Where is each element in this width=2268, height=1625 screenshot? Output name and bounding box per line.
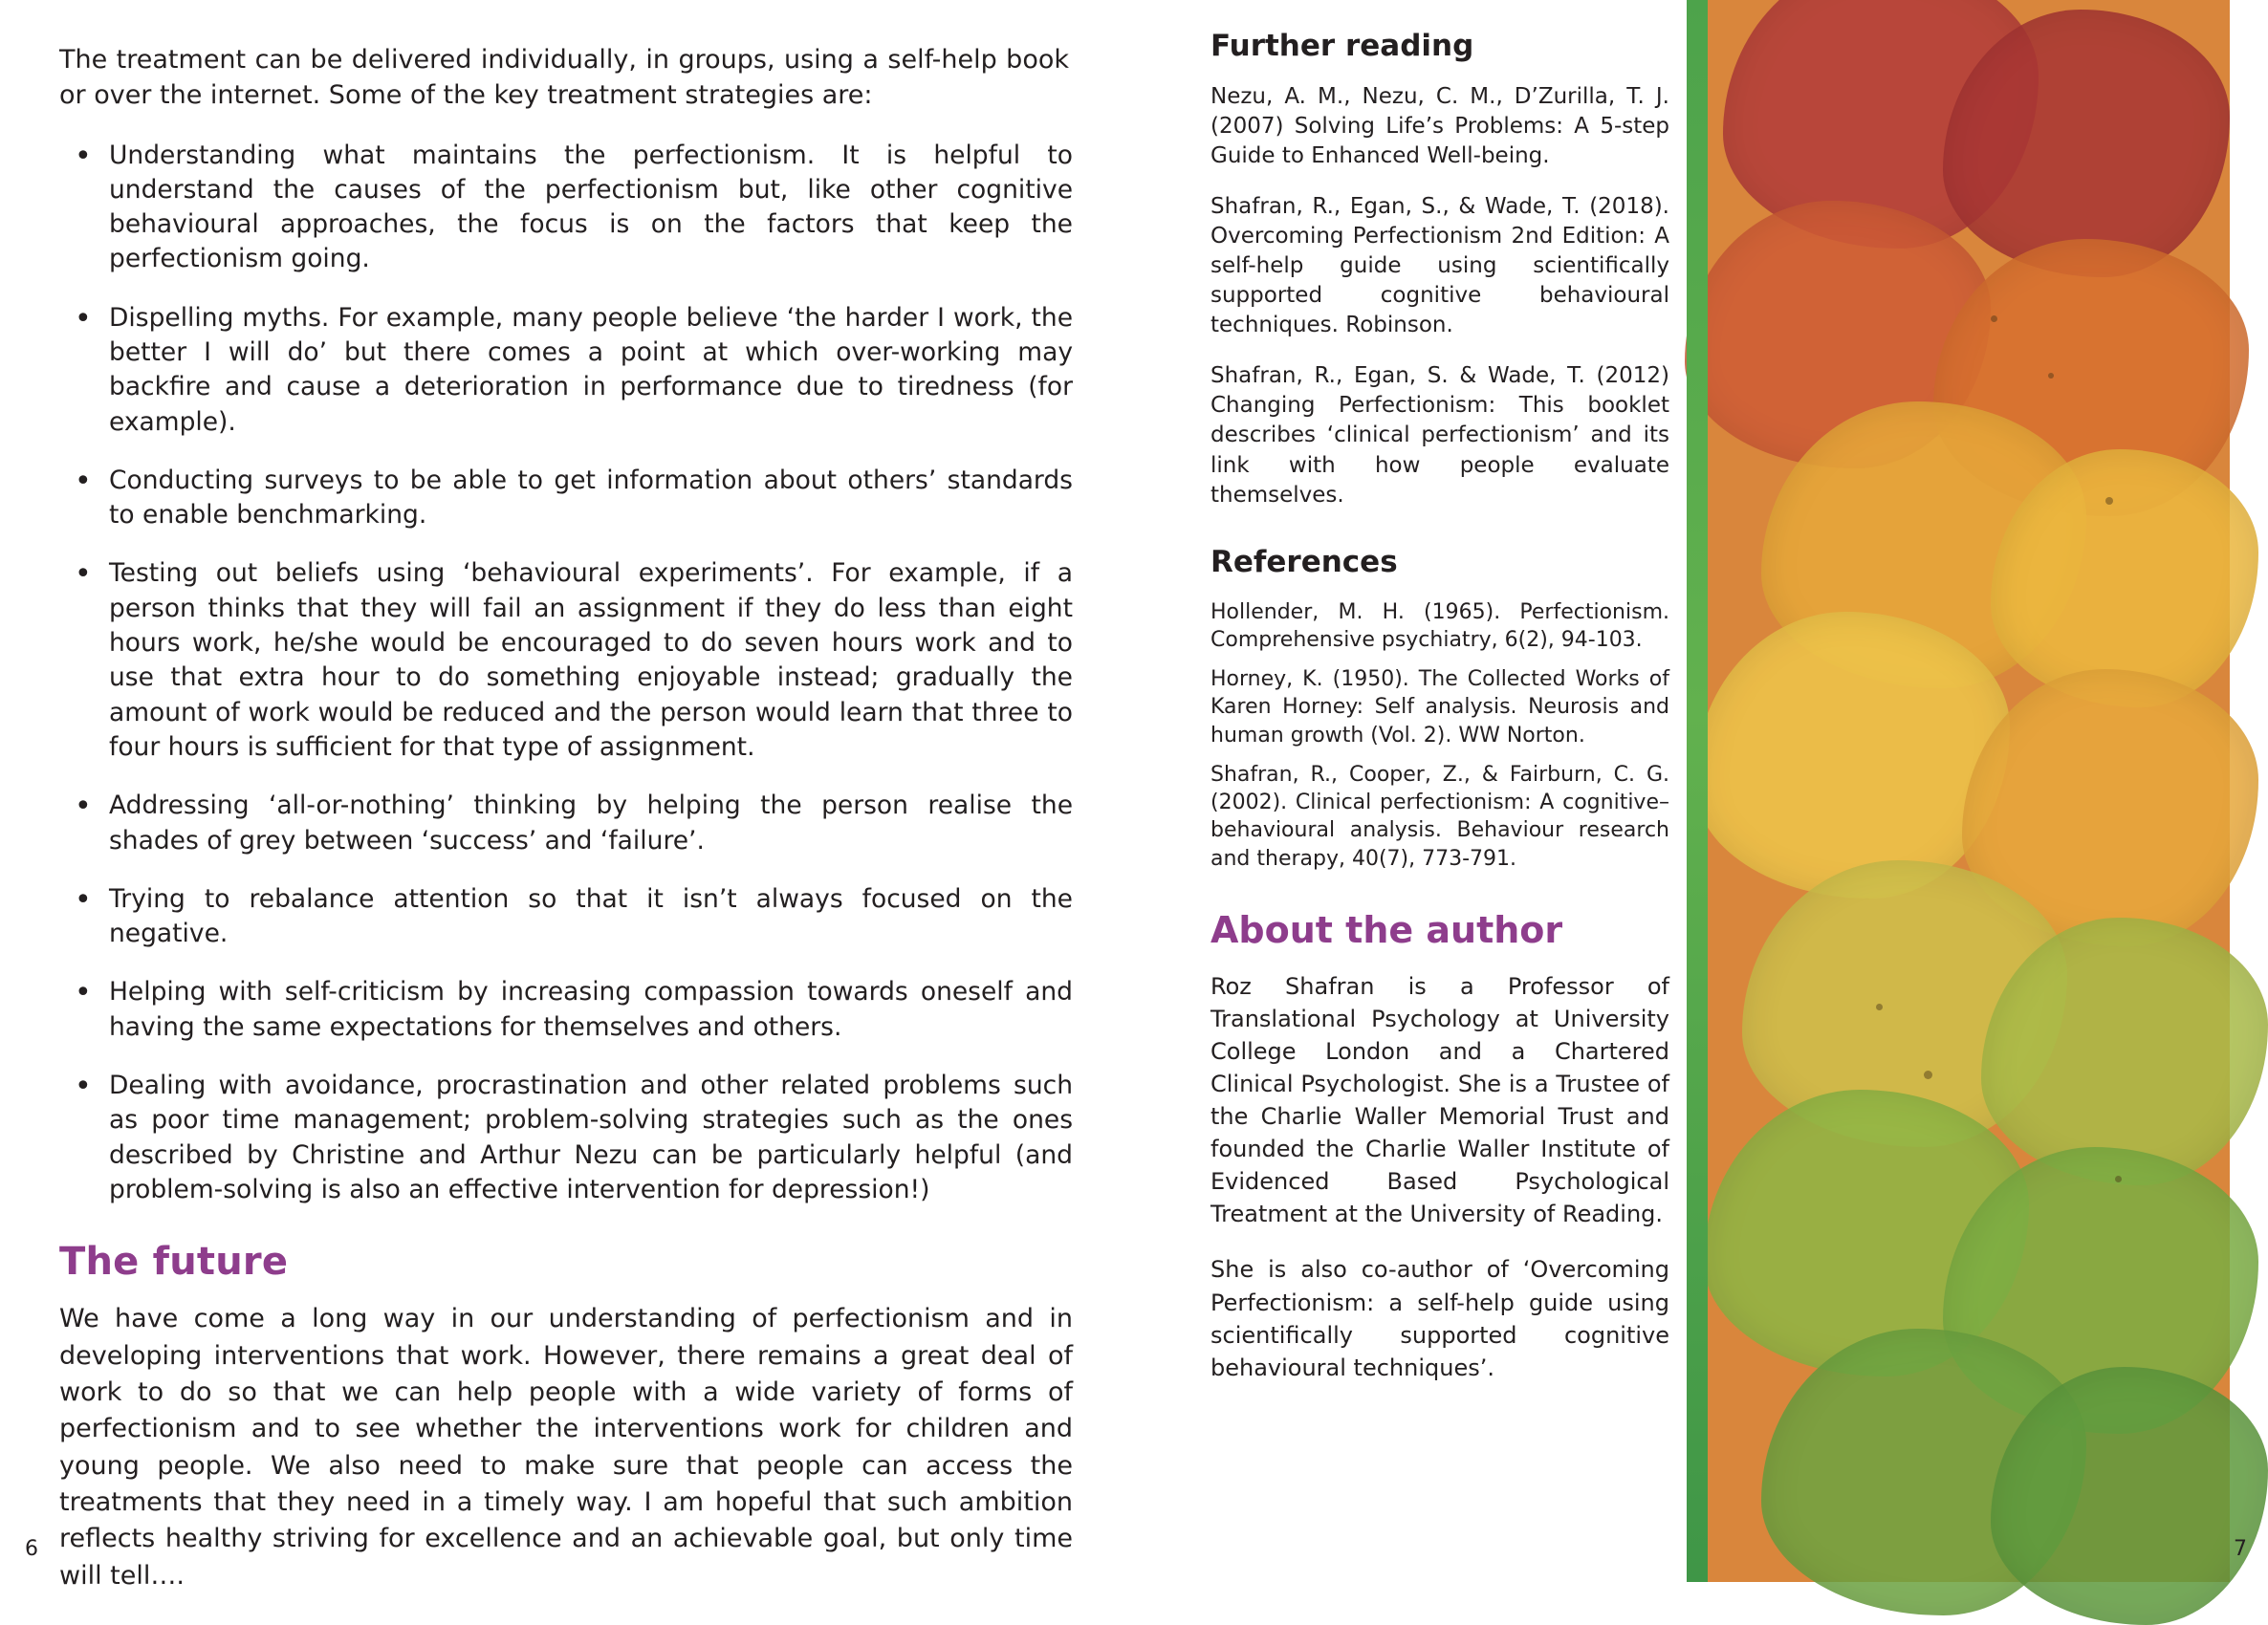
further-reading-entry: Nezu, A. M., Nezu, C. M., D’Zurilla, T. J. (2007) Solving Life’s Problems: A 5-step Guide to Enhanced Well-being. — [1210, 84, 1669, 169]
the-future-paragraph: We have come a long way in our understanding of perfectionism and in developing interventions that work. However, there remains a great deal of work to do so that we can help people with a wide variety of forms of perfectionism and to see whether the interventions work for children and young people. We also need to make sure that people can access the treatments that they need in a timely way. I am hopeful that such ambition reflects healthy striving for excellence and an achievable goal, but only time will tell…. — [59, 1304, 1073, 1591]
autumn-leaves-photo — [1687, 0, 2247, 1582]
leaf-speck — [2115, 1176, 2122, 1182]
references-heading: References — [1210, 544, 1398, 579]
right-text-column — [1165, 0, 1687, 1582]
list-item: • Addressing ‘all-or-nothing’ thinking by helping the person realise the shades of grey between ‘success’ and ‘failure’. — [59, 789, 1079, 858]
list-item: • Dealing with avoidance, procrastination and other related problems such as poor time management; problem-solving strategies such as the ones described by Christine and Arthur Nezu can be particularly helpful (and problem-solving is also an effective intervention for depression!) — [59, 1069, 1079, 1207]
reference-entry: Shafran, R., Cooper, Z., & Fairburn, C. G. (2002). Clinical perfectionism: A cognitive–behavioural analysis. Behaviour research and therapy, 40(7), 773-791. — [1210, 762, 1669, 871]
the-future-heading: The future — [59, 1240, 289, 1285]
list-item: • Conducting surveys to be able to get information about others’ standards to enable benchmarking. — [59, 464, 1079, 533]
leaves-gradient — [1704, 0, 2230, 1582]
treatment-strategies-list — [59, 139, 1079, 1208]
reference-entry: Hollender, M. H. (1965). Perfectionism. Comprehensive psychiatry, 6(2), 94-103. — [1210, 599, 1669, 652]
page-number-right: 7 — [2234, 1537, 2247, 1561]
right-page — [1165, 0, 2247, 1582]
about-the-author-heading: About the author — [1210, 908, 1563, 951]
author-paragraph: Roz Shafran is a Professor of Translational Psychology at University College London and a Chartered Clinical Psychologist. She is a Trustee of the Charlie Waller Memorial Trust and founded the Charlie Waller Institute of Evidenced Based Psychological Treatment at the University of Reading. — [1210, 972, 1669, 1228]
leaf-speck — [2105, 497, 2113, 505]
reference-entry: Horney, K. (1950). The Collected Works of Karen Horney: Self analysis. Neurosis and human growth (Vol. 2). WW Norton. — [1210, 667, 1669, 748]
further-reading-entry: Shafran, R., Egan, S. & Wade, T. (2012) Changing Perfectionism: This booklet describes ‘clinical perfectionism’ and its link with how people evaluate themselves. — [1210, 363, 1669, 508]
page-number-left: 6 — [25, 1537, 38, 1561]
leaf-speck — [2048, 373, 2054, 379]
leaf-speck — [1876, 1004, 1883, 1010]
leaf-speck — [1924, 1071, 1932, 1079]
further-reading-heading: Further reading — [1210, 29, 1474, 63]
list-item: • Trying to rebalance attention so that it isn’t always focused on the negative. — [59, 882, 1079, 952]
list-item: • Understanding what maintains the perfectionism. It is helpful to understand the causes of the perfectionism but, like other cognitive behavioural approaches, the focus is on the factors that keep the perfectionism going. — [59, 139, 1079, 277]
leaf-shape — [1694, 612, 2010, 899]
author-paragraph: She is also co-author of ‘Overcoming Perfectionism: a self-help guide using scientifically supported cognitive behavioural techniques’. — [1210, 1256, 1669, 1381]
list-item: • Helping with self-criticism by increasing compassion towards oneself and having the same expectations for themselves and others. — [59, 975, 1079, 1045]
leaf-speck — [1991, 315, 1997, 322]
list-item: • Dispelling myths. For example, many people believe ‘the harder I work, the better I will do’ but there comes a point at which over-working may backfire and cause a deterioration in performance due to tiredness (for example). — [59, 301, 1079, 440]
intro-paragraph: The treatment can be delivered individually, in groups, using a self-help book or over the internet. Some of the key treatment strategies are: — [59, 45, 1069, 111]
green-accent-bar — [1687, 0, 1708, 1582]
further-reading-entry: Shafran, R., Egan, S., & Wade, T. (2018). Overcoming Perfectionism 2nd Edition: A self-help guide using scientifically supported cognitive behavioural techniques. Robinson. — [1210, 194, 1669, 338]
list-item: • Testing out beliefs using ‘behavioural experiments’. For example, if a person thinks that they will fail an assignment if they do less than eight hours work, he/she would be encouraged to do seven hours work and to use that extra hour to do something enjoyable instead; gradually the amount of work would be reduced and the person would learn that three to four hours is sufficient for that type of assignment. — [59, 556, 1079, 765]
